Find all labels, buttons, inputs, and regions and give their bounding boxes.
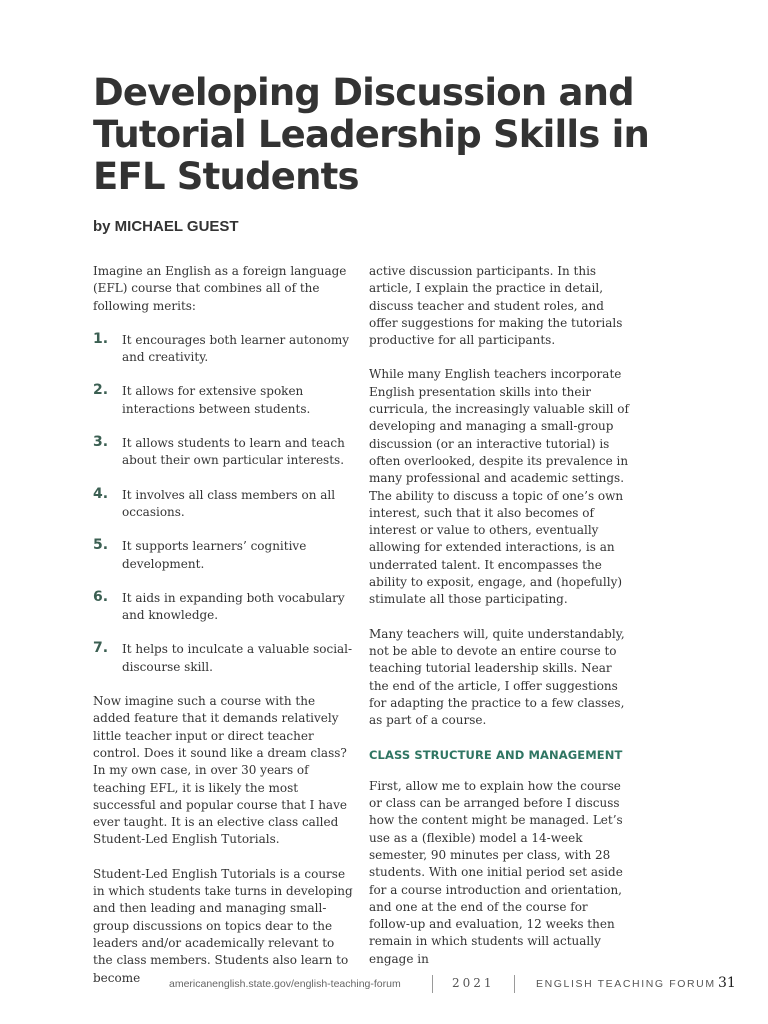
list-item xyxy=(93,332,355,367)
list-item xyxy=(93,641,355,676)
footer-divider xyxy=(514,975,515,993)
list-number: 5. xyxy=(93,537,109,554)
left-column xyxy=(93,263,355,1004)
footer-divider xyxy=(432,975,433,993)
article-byline: by MICHAEL GUEST xyxy=(93,218,239,235)
intro-paragraph: Imagine an English as a foreign language (EFL) course that combines all of the following merits: xyxy=(93,264,347,313)
list-item-text: It encourages both learner autonomy and creativity. xyxy=(122,332,350,365)
page-footer xyxy=(0,974,768,996)
list-number: 2. xyxy=(93,382,109,399)
merits-list xyxy=(93,332,355,676)
list-number: 1. xyxy=(93,330,109,347)
right-column xyxy=(369,263,631,985)
body-paragraph: Now imagine such a course with the added feature that it demands relatively little teacher input or direct teacher control. Does it sound like a dream class? In my own case, in over 30 years of teaching EFL, it is likely the most successful and popular course that I have ever taught. It is an elective class called Student-Led English Tutorials. xyxy=(93,694,347,847)
body-paragraph: Student-Led English Tutorials is a course in which students take turns in developing and then leading and managing small-group discussions on topics dear to the leaders and/or academically relevant to the class members. Students also learn to become xyxy=(93,866,353,985)
list-number: 7. xyxy=(93,640,109,657)
list-item-text: It involves all class members on all occasions. xyxy=(122,487,336,519)
list-item xyxy=(93,487,355,522)
footer-year: 2021 xyxy=(452,976,495,990)
body-paragraph: First, allow me to explain how the course or class can be arranged before I discuss how the content might be managed. Let’s use as a (flexible) model a 14-week semester, 90 minutes per class, with 28 students. With one initial period set aside for a course introduction and orientation, and one at the end of the course for follow-up and evaluation, 12 weeks then remain in which students will actually engage in xyxy=(369,778,623,966)
body-paragraph: active discussion participants. In this article, I explain the practice in detail, discuss teacher and student roles, and offer suggestions for making the tutorials productive for all participants. xyxy=(369,264,623,348)
list-item xyxy=(93,383,355,418)
body-paragraph: While many English teachers incorporate English presentation skills into their curricula, the increasingly valuable skill of developing and managing a small-group discussion (or an interactive tutorial) is often overlooked, despite its prevalence in many professional and academic settings. The ability to discuss a topic of one’s own interest, such that it also becomes of interest or value to others, eventually allowing for extended interactions, is an underrated talent. It encompasses the ability to exposit, engage, and (hopefully) stimulate all those participating. xyxy=(369,367,629,607)
page-number: 31 xyxy=(718,975,736,991)
article-title: Developing Discussion and Tutorial Leadership Skills in EFL Students xyxy=(93,71,649,198)
list-number: 4. xyxy=(93,485,109,502)
list-item xyxy=(93,590,355,625)
list-item-text: It allows for extensive spoken interactions between students. xyxy=(122,384,311,416)
list-item-text: It supports learners’ cognitive development. xyxy=(122,539,307,571)
section-heading: CLASS STRUCTURE AND MANAGEMENT xyxy=(369,748,623,763)
list-item-text: It aids in expanding both vocabulary and knowledge. xyxy=(122,590,345,623)
footer-journal-name: ENGLISH TEACHING FORUM xyxy=(536,978,716,990)
body-paragraph: Many teachers will, quite understandably, not be able to devote an entire course to teaching tutorial leadership skills. Near the end of the article, I offer suggestions for adapting the practice to a few classes, as part of a course. xyxy=(369,626,625,728)
list-number: 6. xyxy=(93,588,109,605)
list-item-text: It allows students to learn and teach about their own particular interests. xyxy=(122,436,345,468)
list-number: 3. xyxy=(93,434,109,451)
list-item-text: It helps to inculcate a valuable social-discourse skill. xyxy=(122,642,353,674)
list-item xyxy=(93,435,355,470)
list-item xyxy=(93,538,355,573)
footer-url[interactable]: americanenglish.state.gov/english-teaching-forum xyxy=(169,978,401,990)
